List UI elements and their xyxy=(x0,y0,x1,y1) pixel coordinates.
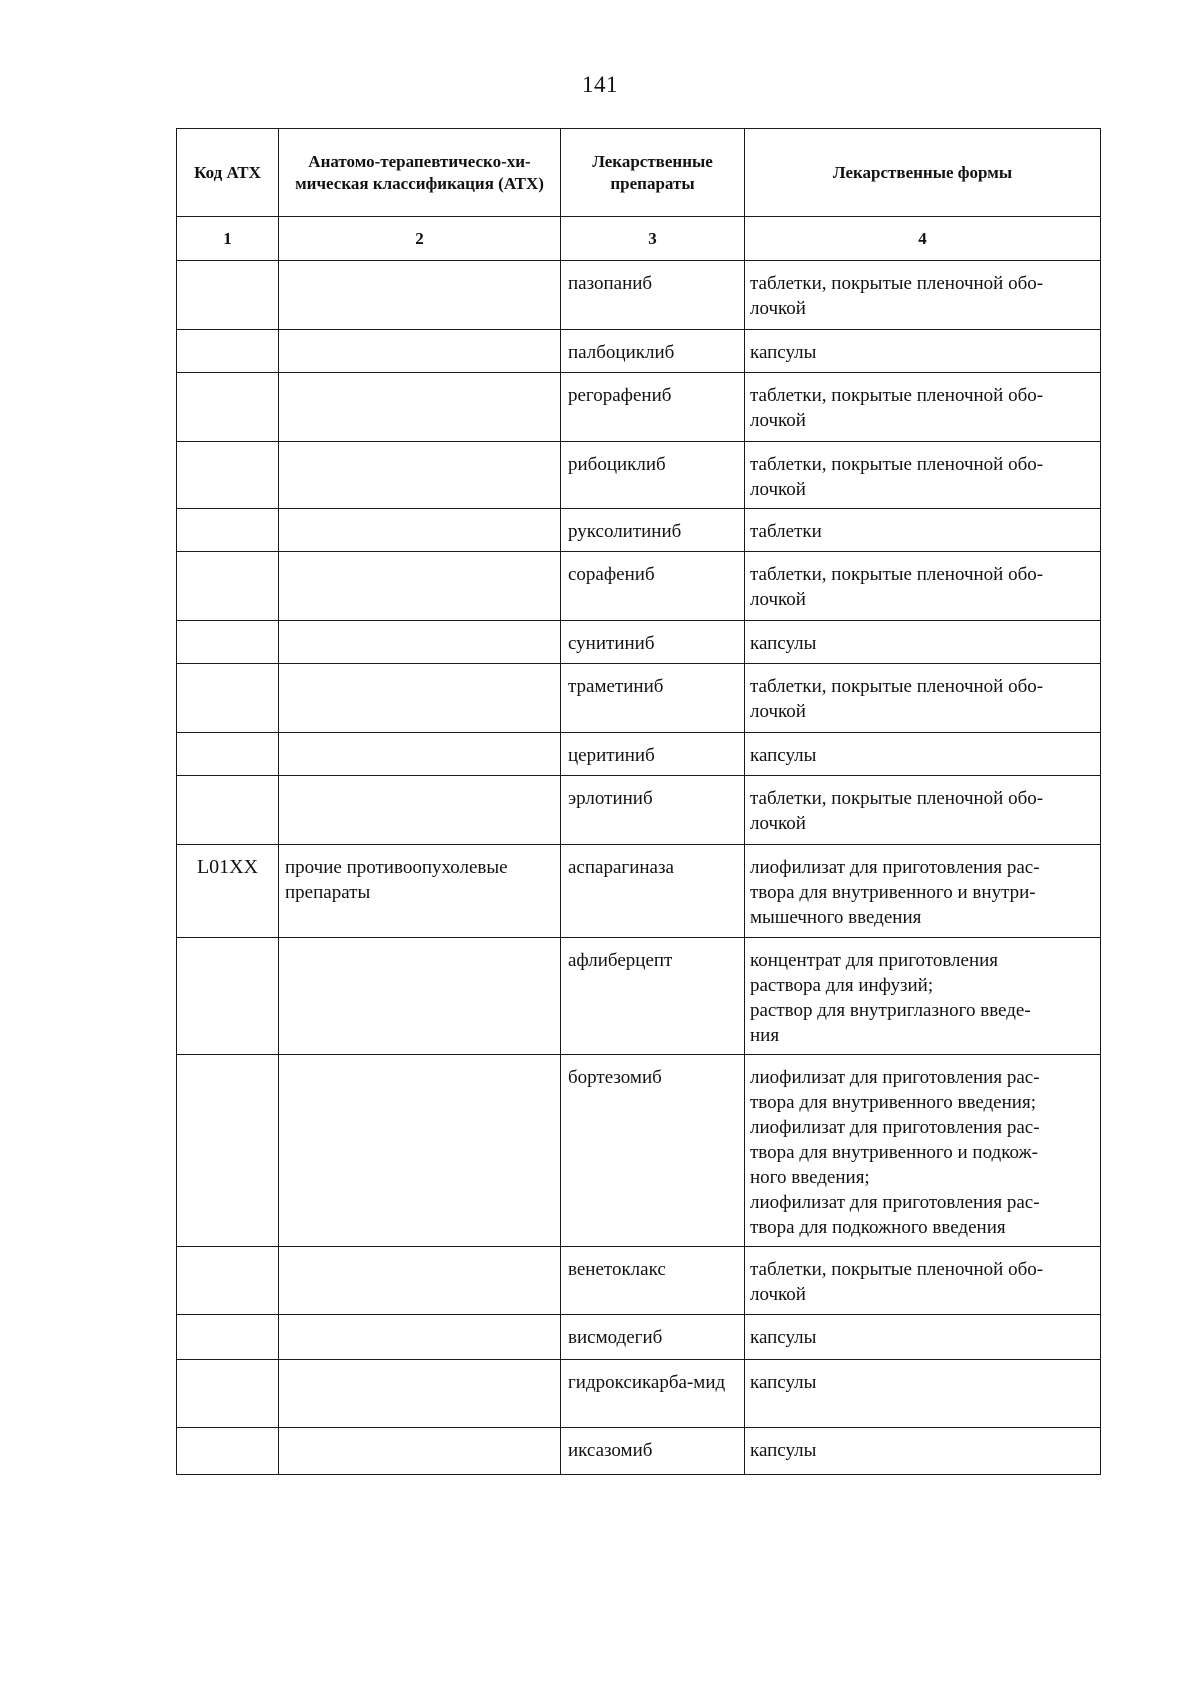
atx-code-cell xyxy=(177,552,279,621)
classification-cell xyxy=(279,1315,561,1360)
dosage-form-cell xyxy=(745,938,1101,1055)
dosage-form-line: лиофилизат для приготовления рас- xyxy=(750,1067,1040,1088)
dosage-form-line: лиофилизат для приготовления рас- xyxy=(750,857,1040,878)
classification-cell xyxy=(279,1360,561,1428)
header-atx-code: Код АТХ xyxy=(177,129,279,217)
dosage-form-line: таблетки, покрытые пленочной обо- xyxy=(750,676,1044,697)
dosage-form-cell xyxy=(745,330,1101,373)
dosage-form-line: лочкой xyxy=(750,1284,806,1305)
atx-table xyxy=(176,128,1101,1475)
classification-cell xyxy=(279,1428,561,1475)
column-number-row xyxy=(177,217,1101,261)
dosage-form-line: лочкой xyxy=(750,813,806,834)
classification-cell xyxy=(279,330,561,373)
table-row xyxy=(177,442,1101,509)
drug-cell: пазопаниб xyxy=(561,261,745,330)
drug-cell: аспарагиназа xyxy=(561,845,745,938)
column-number: 4 xyxy=(745,217,1101,261)
table-row xyxy=(177,552,1101,621)
classification-cell: прочие противоопухолевые препараты xyxy=(279,845,561,938)
header-dosage-forms: Лекарственные формы xyxy=(745,129,1101,217)
dosage-form-line: ного введения; xyxy=(750,1167,870,1188)
classification-cell xyxy=(279,261,561,330)
dosage-form-cell xyxy=(745,552,1101,621)
dosage-form-line: твора для подкожного введения xyxy=(750,1217,1006,1238)
drug-cell: гидроксикарба-мид xyxy=(561,1360,745,1428)
dosage-form-line: таблетки, покрытые пленочной обо- xyxy=(750,1259,1044,1280)
atx-code-cell xyxy=(177,1315,279,1360)
column-number: 2 xyxy=(279,217,561,261)
drug-cell: венетоклакс xyxy=(561,1247,745,1315)
classification-cell xyxy=(279,509,561,552)
table-row xyxy=(177,373,1101,442)
dosage-form-line: таблетки, покрытые пленочной обо- xyxy=(750,454,1044,475)
classification-cell xyxy=(279,552,561,621)
drug-cell: афлиберцепт xyxy=(561,938,745,1055)
atx-code-cell xyxy=(177,330,279,373)
table-row xyxy=(177,1360,1101,1428)
header-row xyxy=(177,129,1101,217)
column-number: 3 xyxy=(561,217,745,261)
dosage-form-cell xyxy=(745,373,1101,442)
table-row xyxy=(177,938,1101,1055)
dosage-form-line: лочкой xyxy=(750,410,806,431)
page-number: 141 xyxy=(582,72,618,97)
atx-code-cell: L01XX xyxy=(177,845,279,938)
drug-cell: сунитиниб xyxy=(561,621,745,664)
column-number: 1 xyxy=(177,217,279,261)
dosage-form-cell xyxy=(745,509,1101,552)
dosage-form-line: лочкой xyxy=(750,479,806,500)
table-row xyxy=(177,621,1101,664)
classification-cell xyxy=(279,621,561,664)
drug-cell: висмодегиб xyxy=(561,1315,745,1360)
dosage-form-cell xyxy=(745,845,1101,938)
atx-code-cell xyxy=(177,442,279,509)
dosage-form-cell xyxy=(745,776,1101,845)
dosage-form-line: лочкой xyxy=(750,298,806,319)
dosage-form-line: лиофилизат для приготовления рас- xyxy=(750,1117,1040,1138)
atx-code-cell xyxy=(177,1247,279,1315)
atx-code-cell xyxy=(177,509,279,552)
dosage-form-cell xyxy=(745,621,1101,664)
classification-cell xyxy=(279,938,561,1055)
drug-cell: регорафениб xyxy=(561,373,745,442)
dosage-form-line: капсулы xyxy=(750,342,817,363)
table-row xyxy=(177,509,1101,552)
atx-code-cell xyxy=(177,621,279,664)
dosage-form-line: таблетки, покрытые пленочной обо- xyxy=(750,788,1044,809)
dosage-form-line: таблетки, покрытые пленочной обо- xyxy=(750,385,1044,406)
dosage-form-cell xyxy=(745,664,1101,733)
dosage-form-line: капсулы xyxy=(750,1440,817,1461)
dosage-form-line: лочкой xyxy=(750,701,806,722)
dosage-form-line: таблетки, покрытые пленочной обо- xyxy=(750,273,1044,294)
classification-cell xyxy=(279,1247,561,1315)
dosage-form-line: лиофилизат для приготовления рас- xyxy=(750,1192,1040,1213)
dosage-form-line: капсулы xyxy=(750,1327,817,1348)
drug-cell: траметиниб xyxy=(561,664,745,733)
dosage-form-line: ния xyxy=(750,1025,780,1046)
dosage-form-cell xyxy=(745,1247,1101,1315)
dosage-form-line: твора для внутривенного и внутри- xyxy=(750,882,1036,903)
classification-cell xyxy=(279,1055,561,1247)
dosage-form-cell xyxy=(745,1428,1101,1475)
drug-cell: эрлотиниб xyxy=(561,776,745,845)
drug-cell: иксазомиб xyxy=(561,1428,745,1475)
drug-cell: бортезомиб xyxy=(561,1055,745,1247)
dosage-form-line: твора для внутривенного и подкож- xyxy=(750,1142,1038,1163)
table-row xyxy=(177,1428,1101,1475)
table-row xyxy=(177,776,1101,845)
dosage-form-line: капсулы xyxy=(750,633,817,654)
table-row xyxy=(177,261,1101,330)
table-body xyxy=(177,261,1101,1475)
dosage-form-line: таблетки, покрытые пленочной обо- xyxy=(750,564,1044,585)
drug-cell: рибоциклиб xyxy=(561,442,745,509)
atx-code-cell xyxy=(177,1428,279,1475)
drug-cell: сорафениб xyxy=(561,552,745,621)
dosage-form-cell xyxy=(745,1315,1101,1360)
dosage-form-line: капсулы xyxy=(750,745,817,766)
table-row xyxy=(177,733,1101,776)
dosage-form-line: капсулы xyxy=(750,1372,817,1393)
table-row xyxy=(177,664,1101,733)
atx-code-cell xyxy=(177,373,279,442)
drug-cell: палбоциклиб xyxy=(561,330,745,373)
classification-cell xyxy=(279,776,561,845)
atx-code-cell xyxy=(177,1055,279,1247)
dosage-form-line: концентрат для приготовления xyxy=(750,950,999,971)
table-row xyxy=(177,1247,1101,1315)
atx-code-cell xyxy=(177,776,279,845)
header-classification: Анатомо-терапевтическо-хи-мическая классификация (АТХ) xyxy=(279,129,561,217)
dosage-form-cell xyxy=(745,261,1101,330)
dosage-form-line: лочкой xyxy=(750,589,806,610)
dosage-form-line: таблетки xyxy=(750,521,822,542)
atx-code-cell xyxy=(177,1360,279,1428)
classification-cell xyxy=(279,442,561,509)
table-row xyxy=(177,1055,1101,1247)
classification-cell xyxy=(279,373,561,442)
dosage-form-cell xyxy=(745,1360,1101,1428)
table-row xyxy=(177,845,1101,938)
dosage-form-line: раствора для инфузий; xyxy=(750,975,934,996)
classification-cell xyxy=(279,664,561,733)
atx-code-cell xyxy=(177,664,279,733)
drug-cell: церитиниб xyxy=(561,733,745,776)
drug-cell: руксолитиниб xyxy=(561,509,745,552)
dosage-form-line: твора для внутривенного введения; xyxy=(750,1092,1036,1113)
header-drugs: Лекарственные препараты xyxy=(561,129,745,217)
dosage-form-line: раствор для внутриглазного введе- xyxy=(750,1000,1031,1021)
dosage-form-cell xyxy=(745,1055,1101,1247)
table-row xyxy=(177,1315,1101,1360)
dosage-form-cell xyxy=(745,442,1101,509)
dosage-form-line: мышечного введения xyxy=(750,907,922,928)
dosage-form-cell xyxy=(745,733,1101,776)
classification-cell xyxy=(279,733,561,776)
atx-code-cell xyxy=(177,938,279,1055)
atx-code-cell xyxy=(177,733,279,776)
atx-code-cell xyxy=(177,261,279,330)
table-row xyxy=(177,330,1101,373)
